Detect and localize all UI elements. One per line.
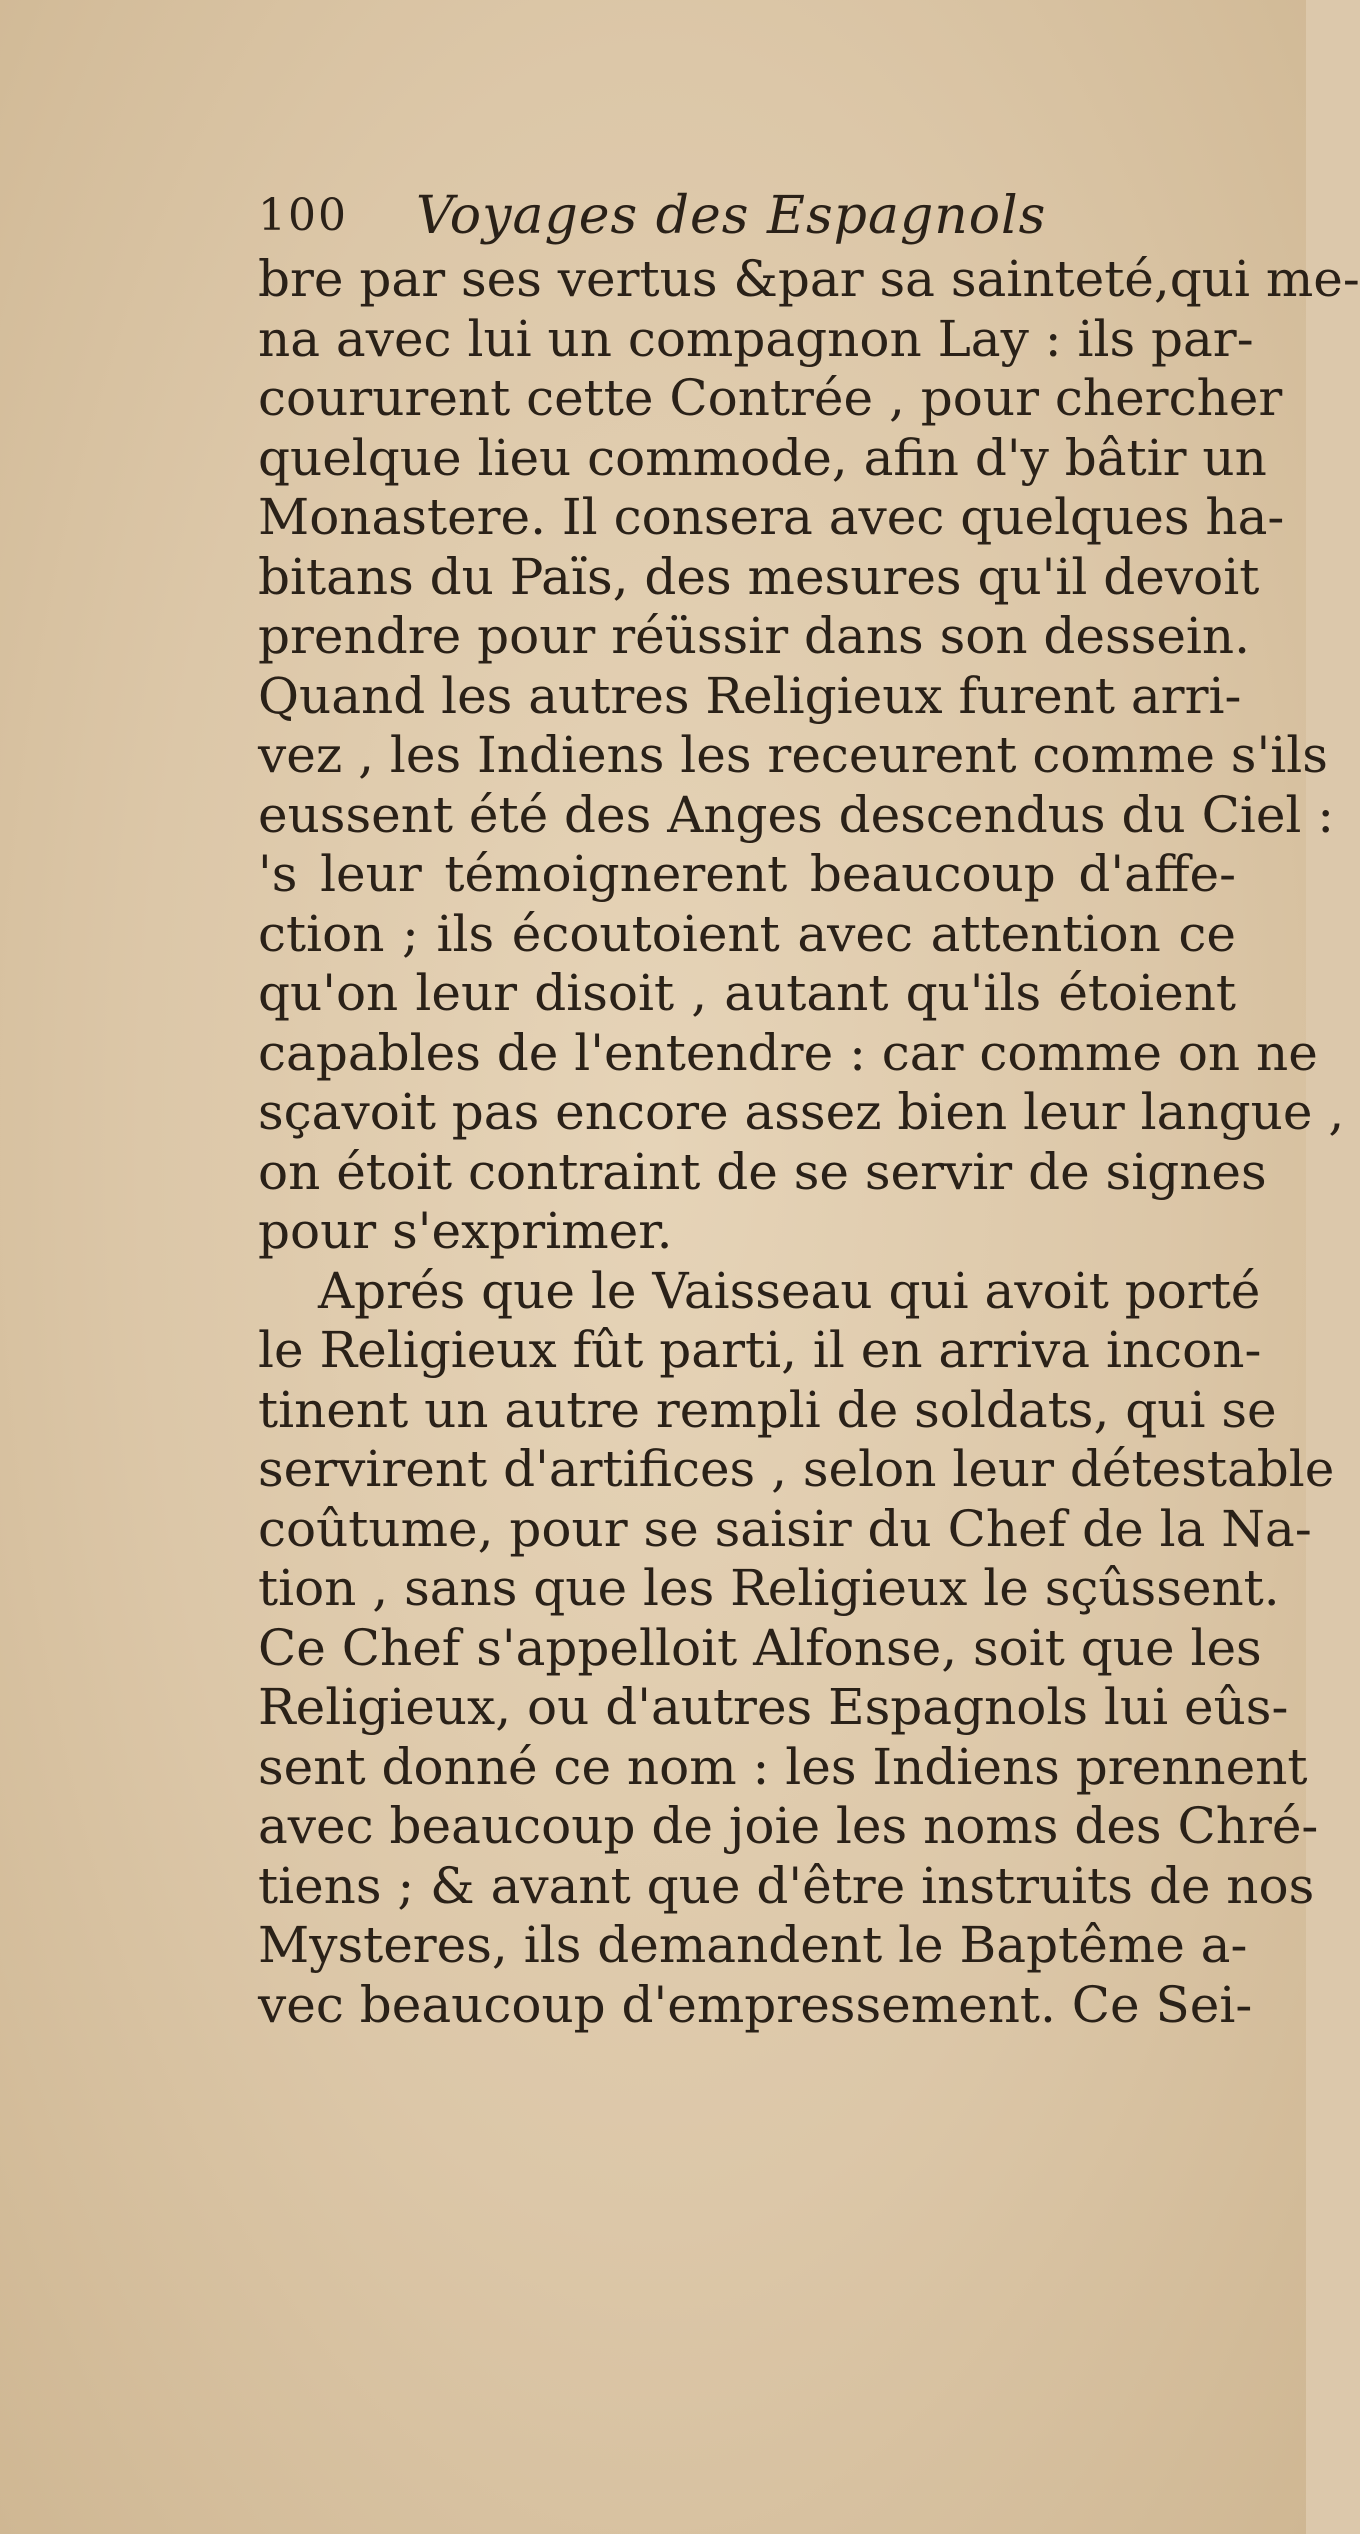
- text-line: quelque lieu commode, afin d'y bâtir un: [258, 428, 1267, 487]
- text-line: tiens ; & avant que d'être instruits de nos: [258, 1856, 1315, 1915]
- text-line: servirent d'artifices , selon leur détestable: [258, 1440, 1335, 1498]
- text-line: avec beaucoup de joie les noms des Chré-: [258, 1797, 1319, 1855]
- page-number: 100: [258, 190, 348, 241]
- text-line: qu'on leur disoit , autant qu'ils étoient: [258, 964, 1236, 1022]
- text-line: na avec lui un compagnon Lay : ils par-: [258, 309, 1254, 368]
- text-line: vec beaucoup d'empressement. Ce Sei-: [258, 1975, 1253, 2034]
- text-line: prendre pour réüssir dans son dessein.: [258, 607, 1251, 665]
- text-line: 's leur témoignerent beaucoup d'affe-: [258, 845, 1236, 903]
- text-line: le Religieux fût parti, il en arriva incon-: [258, 1321, 1262, 1379]
- text-line: sent donné ce nom : les Indiens prennent: [258, 1737, 1308, 1796]
- text-line: coururent cette Contrée , pour chercher: [258, 369, 1283, 427]
- text-line: Quand les autres Religieux furent arri-: [258, 666, 1242, 725]
- text-line: Ce Chef s'appelloit Alfonse, soit que les: [258, 1618, 1262, 1677]
- text-line: vez , les Indiens les receurent comme s'ils: [258, 726, 1328, 784]
- text-line: on étoit contraint de se servir de signes: [258, 1142, 1267, 1201]
- text-line: ction ; ils écoutoient avec attention ce: [258, 904, 1236, 963]
- running-title: Voyages des Espagnols: [416, 186, 1047, 246]
- text-line: eussent été des Anges descendus du Ciel :: [258, 785, 1335, 844]
- text-line: bre par ses vertus &par sa sainteté,qui me-: [258, 250, 1360, 308]
- text-line: capables de l'entendre : car comme on ne: [258, 1023, 1318, 1082]
- text-line: bitans du Païs, des mesures qu'il devoit: [258, 547, 1260, 606]
- text-line: Monastere. Il consera avec quelques ha-: [258, 488, 1285, 546]
- text-line-paragraph-end: pour s'exprimer.: [258, 1202, 673, 1260]
- body-text: [258, 250, 1360, 2035]
- text-line: tion , sans que les Religieux le sçûssent.: [258, 1559, 1280, 1617]
- text-line: Religieux, ou d'autres Espagnols lui eûs-: [258, 1678, 1289, 1736]
- text-line: coûtume, pour se saisir du Chef de la Na-: [258, 1499, 1312, 1558]
- text-line-paragraph-start: Aprés que le Vaisseau qui avoit porté: [318, 1261, 1261, 1320]
- text-line: tinent un autre rempli de soldats, qui se: [258, 1380, 1277, 1439]
- text-line: Mysteres, ils demandent le Baptême a-: [258, 1916, 1248, 1974]
- text-line: sçavoit pas encore assez bien leur langue ,: [258, 1083, 1345, 1141]
- page-header: [258, 184, 1158, 248]
